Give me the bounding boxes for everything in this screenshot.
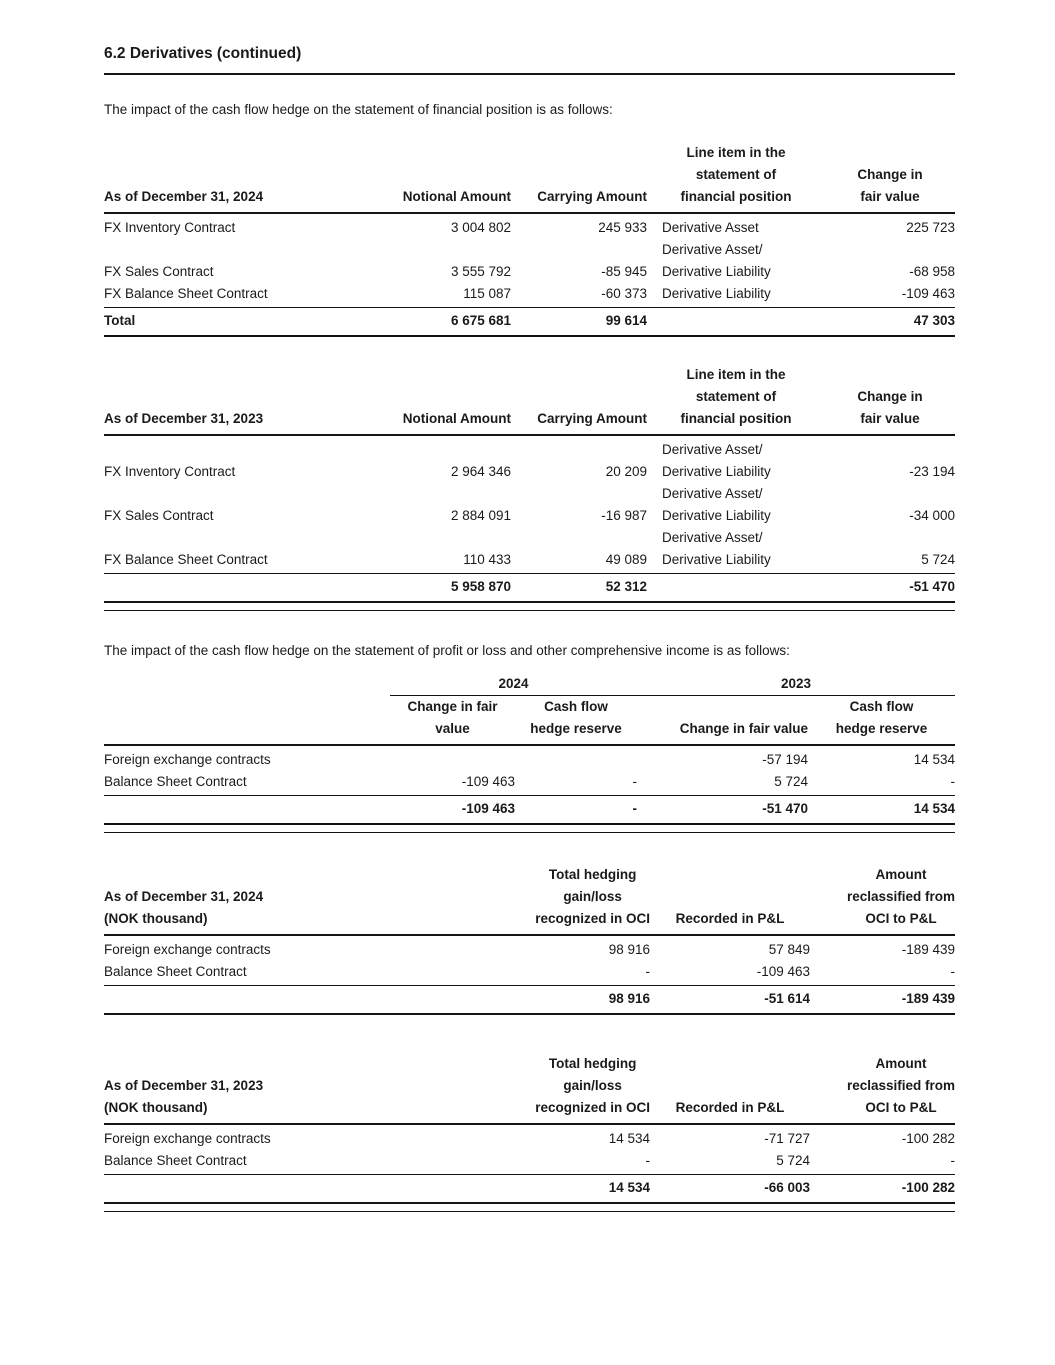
header-line3: OCI to P&L — [865, 911, 937, 926]
header-line3: recognized in OCI — [535, 1100, 650, 1115]
column-header-cash-flow-hedge-reserve-2023 — [808, 696, 955, 740]
oci-value: 98 916 — [608, 942, 650, 957]
table-header-row — [104, 364, 955, 434]
total-chr-2023: 14 534 — [913, 801, 955, 816]
title-divider — [104, 73, 955, 75]
chr-2024-value — [515, 749, 637, 771]
column-header-change-line1: Change in — [857, 167, 923, 182]
change-value: -34 000 — [909, 508, 955, 523]
header-line1: Cash flow — [849, 699, 914, 714]
column-header-as-of-2024: As of December 31, 2024 — [104, 189, 264, 204]
table-header-row — [104, 696, 955, 744]
column-header-change-fair-value — [825, 164, 955, 208]
table-header-row — [104, 1053, 955, 1123]
reclassified-value: -100 282 — [901, 1131, 955, 1146]
row-label: Foreign exchange contracts — [104, 942, 271, 957]
pl-value: 5 724 — [776, 1153, 810, 1168]
line-item-pre: Derivative Asset/ — [662, 442, 763, 457]
total-carrying: 99 614 — [605, 313, 647, 328]
total-label-empty — [104, 1177, 440, 1199]
header-line2: gain/loss — [563, 1078, 622, 1093]
table-row-fx-balance-sheet — [104, 527, 955, 571]
table-row-fx-balance-sheet — [104, 283, 955, 305]
column-header-change-line2: fair value — [860, 411, 920, 426]
financial-position-table-2023 — [104, 364, 955, 611]
carrying-value: -85 945 — [601, 264, 647, 279]
oci-table-2024 — [104, 864, 955, 1015]
table-total-row — [104, 796, 955, 823]
row-label: Balance Sheet Contract — [104, 774, 247, 789]
year-header-spacer — [104, 673, 390, 695]
column-header-recorded-in-pl: Recorded in P&L — [675, 1100, 785, 1115]
carrying-value: -16 987 — [601, 508, 647, 523]
cfv-2024-value: -109 463 — [461, 774, 515, 789]
column-header-as-of-2023-nok — [104, 1075, 440, 1119]
total-chr-2024: - — [632, 801, 637, 816]
column-header-line-item-line2: statement of — [695, 389, 777, 404]
line-item-main: Derivative Liability — [662, 264, 771, 279]
table-row-foreign-exchange — [104, 1128, 955, 1150]
header-block — [847, 1053, 955, 1119]
line-item-pre: Derivative Asset/ — [662, 486, 763, 501]
total-oci: 14 534 — [608, 1180, 650, 1195]
table-bottom-rule — [104, 601, 955, 603]
table-bottom-rule — [104, 1013, 955, 1015]
row-label: Foreign exchange contracts — [104, 1131, 271, 1146]
as-of-line1: As of December 31, 2024 — [104, 889, 264, 904]
row-label: FX Balance Sheet Contract — [104, 286, 268, 301]
column-header-line-item-line2: statement of — [695, 167, 777, 182]
total-oci: 98 916 — [608, 991, 650, 1006]
total-reclassified: -189 439 — [901, 991, 955, 1006]
table-bottom-rule — [104, 1202, 955, 1204]
line-item-main: Derivative Liability — [662, 508, 771, 523]
column-header-recorded-in-pl: Recorded in P&L — [675, 911, 785, 926]
line-item-main: Derivative Liability — [662, 464, 771, 479]
table-row-fx-sales — [104, 483, 955, 527]
change-value: 225 723 — [906, 220, 955, 235]
column-header-notional-amount: Notional Amount — [402, 189, 511, 204]
notional-value: 2 964 346 — [450, 464, 511, 479]
year-header-2024: 2024 — [498, 676, 529, 691]
header-block — [535, 1053, 650, 1119]
column-header-change-fair-value-2024 — [390, 696, 515, 740]
row-label: Foreign exchange contracts — [104, 752, 271, 767]
row-label: Balance Sheet Contract — [104, 1153, 247, 1168]
as-of-line2: (NOK thousand) — [104, 911, 208, 926]
line-item-pre: Derivative Asset/ — [662, 530, 763, 545]
header-line3: recognized in OCI — [535, 911, 650, 926]
line-item-main: Derivative Liability — [662, 552, 771, 567]
column-header-line-item-line3: financial position — [680, 189, 792, 204]
total-label-empty — [104, 988, 440, 1010]
oci-table-2023 — [104, 1053, 955, 1212]
table-body — [104, 746, 955, 795]
total-label-empty — [104, 798, 390, 820]
table-row-fx-inventory — [104, 439, 955, 483]
total-label — [104, 576, 391, 598]
column-header-line-item-line3: financial position — [680, 411, 792, 426]
table-row-balance-sheet-contract — [104, 1150, 955, 1172]
table-row-foreign-exchange — [104, 749, 955, 771]
change-value: -23 194 — [909, 464, 955, 479]
line-item-cell — [647, 217, 825, 261]
row-label: FX Sales Contract — [104, 264, 214, 279]
row-label: FX Inventory Contract — [104, 464, 236, 479]
column-header-reclassified — [810, 864, 955, 930]
table-row-balance-sheet-contract — [104, 771, 955, 793]
notional-value: 110 433 — [463, 552, 511, 567]
pl-value: -71 727 — [764, 1131, 810, 1146]
column-header-line-item-line1: Line item in the — [686, 145, 786, 160]
line-item-cell — [647, 283, 825, 305]
total-notional: 6 675 681 — [450, 313, 511, 328]
table-body — [104, 936, 955, 985]
line-item-cell — [647, 261, 825, 283]
header-line2: reclassified from — [846, 889, 955, 904]
column-header-change-line2: fair value — [860, 189, 920, 204]
change-value: -68 958 — [909, 264, 955, 279]
header-line1: Change in fair — [407, 699, 498, 714]
column-header-reclassified — [810, 1053, 955, 1119]
column-header-notional-amount: Notional Amount — [402, 411, 511, 426]
column-header-change-fair-value — [825, 386, 955, 430]
carrying-value: -60 373 — [601, 286, 647, 301]
oci-value: - — [645, 964, 650, 979]
cfv-2023-value: -57 194 — [762, 752, 808, 767]
carrying-value: 49 089 — [605, 552, 647, 567]
table-header-row — [104, 142, 955, 212]
notional-value: 115 087 — [463, 286, 511, 301]
total-reclassified: -100 282 — [901, 1180, 955, 1195]
table-body — [104, 214, 955, 307]
chr-2024-value: - — [632, 774, 637, 789]
header-line2: reclassified from — [846, 1078, 955, 1093]
table-row-balance-sheet-contract — [104, 961, 955, 983]
line-item-main: Derivative Asset — [662, 220, 759, 235]
table-body — [104, 436, 955, 573]
header-block — [847, 864, 955, 930]
total-line-item-empty — [647, 576, 825, 598]
reclassified-value: - — [950, 964, 955, 979]
column-header-carrying-amount: Carrying Amount — [537, 411, 647, 426]
column-header-recognized-in-oci — [440, 1053, 650, 1119]
table-total-row — [104, 1175, 955, 1202]
column-header-line-item — [647, 364, 825, 430]
table-row-fx-sales — [104, 261, 955, 283]
cfv-2024-value — [390, 749, 515, 771]
notional-value: 3 004 802 — [450, 220, 511, 235]
column-header-cash-flow-hedge-reserve-2024 — [515, 696, 637, 740]
chr-2023-value: 14 534 — [913, 752, 955, 767]
row-label: FX Inventory Contract — [104, 220, 236, 235]
table-bottom-rule — [104, 823, 955, 825]
header-line1: Total hedging — [548, 1056, 637, 1071]
header-line1: Cash flow — [544, 699, 608, 714]
reclassified-value: - — [950, 1153, 955, 1168]
section-title: 6.2 Derivatives (continued) — [104, 45, 302, 62]
table-row-foreign-exchange — [104, 939, 955, 961]
table-total-row — [104, 986, 955, 1013]
document-content — [104, 44, 955, 1212]
total-label: Total — [104, 313, 136, 328]
as-of-line2: (NOK thousand) — [104, 1100, 208, 1115]
column-header-line-item — [647, 142, 825, 208]
table-total-row — [104, 574, 955, 601]
table-bottom-rule-secondary — [104, 1211, 955, 1212]
cfv-2023-value: 5 724 — [774, 774, 808, 789]
total-pl: -51 614 — [764, 991, 810, 1006]
header-line3: OCI to P&L — [865, 1100, 937, 1115]
as-of-line1: As of December 31, 2023 — [104, 1078, 264, 1093]
line-item-cell — [647, 527, 825, 571]
reclassified-value: -189 439 — [901, 942, 955, 957]
header-line2: gain/loss — [563, 889, 622, 904]
pl-value: -109 463 — [756, 964, 810, 979]
carrying-value: 245 933 — [598, 220, 647, 235]
table-row-fx-inventory — [104, 217, 955, 261]
row-label: Balance Sheet Contract — [104, 964, 247, 979]
column-header-as-of-2023: As of December 31, 2023 — [104, 411, 264, 426]
header-line2: hedge reserve — [835, 721, 928, 736]
column-header-recognized-in-oci — [440, 864, 650, 930]
notional-value: 2 884 091 — [450, 508, 511, 523]
year-header-row — [104, 673, 955, 695]
carrying-value: 20 209 — [605, 464, 647, 479]
table-header-row — [104, 864, 955, 934]
financial-position-table-2024 — [104, 142, 955, 337]
table-bottom-rule-secondary — [104, 832, 955, 833]
total-pl: -66 003 — [764, 1180, 810, 1195]
table-body — [104, 1125, 955, 1174]
total-change: -51 470 — [909, 579, 955, 594]
total-cfv-2023: -51 470 — [762, 801, 808, 816]
header-line2: value — [435, 721, 470, 736]
table-total-row — [104, 308, 955, 335]
pl-oci-impact-table — [104, 673, 955, 833]
header-block — [535, 864, 650, 930]
header-line2: hedge reserve — [530, 721, 622, 736]
change-value: -109 463 — [901, 286, 955, 301]
notional-value: 3 555 792 — [450, 264, 511, 279]
header-line1: Amount — [875, 867, 927, 882]
row-label: FX Balance Sheet Contract — [104, 552, 268, 567]
oci-value: 14 534 — [608, 1131, 650, 1146]
total-notional: 5 958 870 — [450, 579, 511, 594]
intro-profit-or-loss: The impact of the cash flow hedge on the statement of profit or loss and other comprehensive income is as follows: — [104, 643, 790, 658]
change-value: 5 724 — [921, 552, 955, 567]
year-header-2023: 2023 — [780, 676, 812, 691]
line-item-cell — [647, 439, 825, 483]
oci-value: - — [645, 1153, 650, 1168]
intro-financial-position: The impact of the cash flow hedge on the statement of financial position is as follows: — [104, 102, 613, 117]
header-line1: Total hedging — [548, 867, 637, 882]
total-change: 47 303 — [913, 313, 955, 328]
table-bottom-rule — [104, 335, 955, 337]
total-carrying: 52 312 — [605, 579, 647, 594]
column-header-as-of-2024-nok — [104, 886, 440, 930]
header-line1: Amount — [875, 1056, 927, 1071]
column-header-change-fair-value-2023: Change in fair value — [679, 721, 808, 736]
line-item-cell — [647, 483, 825, 527]
line-item-main: Derivative Liability — [662, 286, 771, 301]
total-cfv-2024: -109 463 — [461, 801, 515, 816]
pl-value: 57 849 — [768, 942, 810, 957]
total-line-item-empty — [647, 310, 825, 332]
column-header-change-line1: Change in — [857, 389, 923, 404]
column-header-line-item-line1: Line item in the — [686, 367, 786, 382]
column-header-carrying-amount: Carrying Amount — [537, 189, 647, 204]
chr-2023-value: - — [950, 774, 955, 789]
table-bottom-rule-secondary — [104, 610, 955, 611]
row-label: FX Sales Contract — [104, 508, 214, 523]
line-item-post: Derivative Asset/ — [662, 242, 763, 257]
